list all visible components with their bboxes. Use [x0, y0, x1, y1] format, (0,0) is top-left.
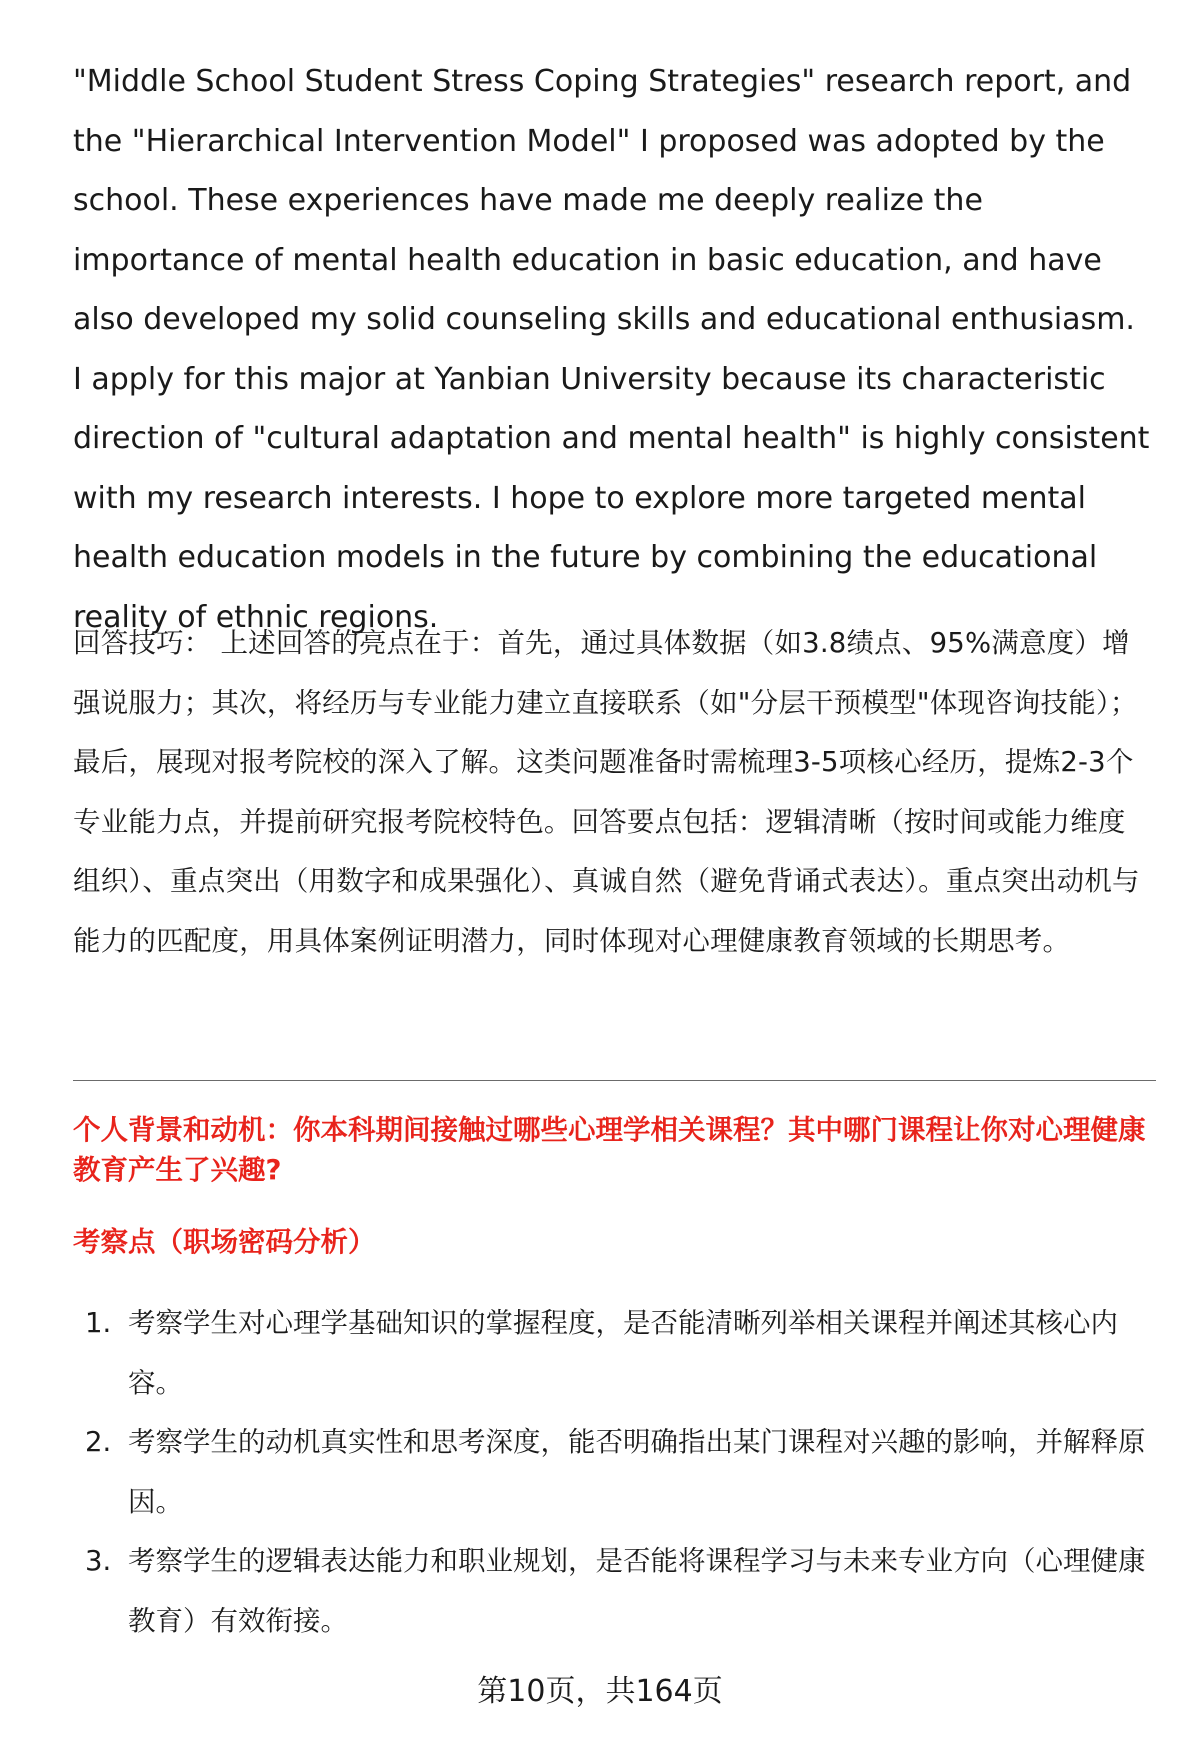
list-item-number: 2.: [85, 1426, 112, 1458]
list-item-text: 考察学生的动机真实性和思考深度，能否明确指出某门课程对兴趣的影响，并解释原因。: [128, 1426, 1146, 1518]
list-item-text: 考察学生的逻辑表达能力和职业规划，是否能将课程学习与未来专业方向（心理健康教育）有效衔接。: [128, 1545, 1146, 1637]
assessment-points-list: [73, 1294, 1156, 1651]
list-item-number: 1.: [85, 1307, 112, 1339]
question-heading: 个人背景和动机：你本科期间接触过哪些心理学相关课程？其中哪门课程让你对心理健康教育产生了兴趣?: [73, 1114, 1146, 1186]
page-number-footer: 第10页，共164页: [477, 1674, 723, 1709]
list-item: [73, 1532, 1156, 1651]
list-item: [73, 1294, 1156, 1413]
list-item: [73, 1413, 1156, 1532]
list-item-number: 3.: [85, 1545, 112, 1577]
assessment-points-heading: 考察点（职场密码分析）: [73, 1226, 376, 1258]
section-divider: [73, 1080, 1156, 1081]
answer-tips-paragraph: 回答技巧： 上述回答的亮点在于：首先，通过具体数据（如3.8绩点、95%满意度）增强说服力；其次，将经历与专业能力建立直接联系（如"分层干预模型"体现咨询技能）；最后，展现对报考院校的深入了解。这类问题准备时需梳理3-5项核心经历，提炼2-3个专业能力点，并提前研究报考院校特色。回答要点包括：逻辑清晰（按时间或能力维度组织）、重点突出（用数字和成果强化）、真诚自然（避免背诵式表达）。重点突出动机与能力的匹配度，用具体案例证明潜力，同时体现对心理健康教育领域的长期思考。: [73, 627, 1140, 957]
list-item-text: 考察学生对心理学基础知识的掌握程度，是否能清晰列举相关课程并阐述其核心内容。: [128, 1307, 1118, 1399]
english-answer-paragraph: "Middle School Student Stress Coping Strategies" research report, and the "Hierarchical Intervention Model" I proposed was adopted by the school. These experiences have made me deeply realize the importance of mental health education in basic education, and have also developed my solid counseling skills and educational enthusiasm. I apply for this major at Yanbian University because its characteristic direction of "cultural adaptation and mental health" is highly consistent with my research interests. I hope to explore more targeted mental health education models in the future by combining the educational reality of ethnic regions.: [73, 64, 1150, 635]
